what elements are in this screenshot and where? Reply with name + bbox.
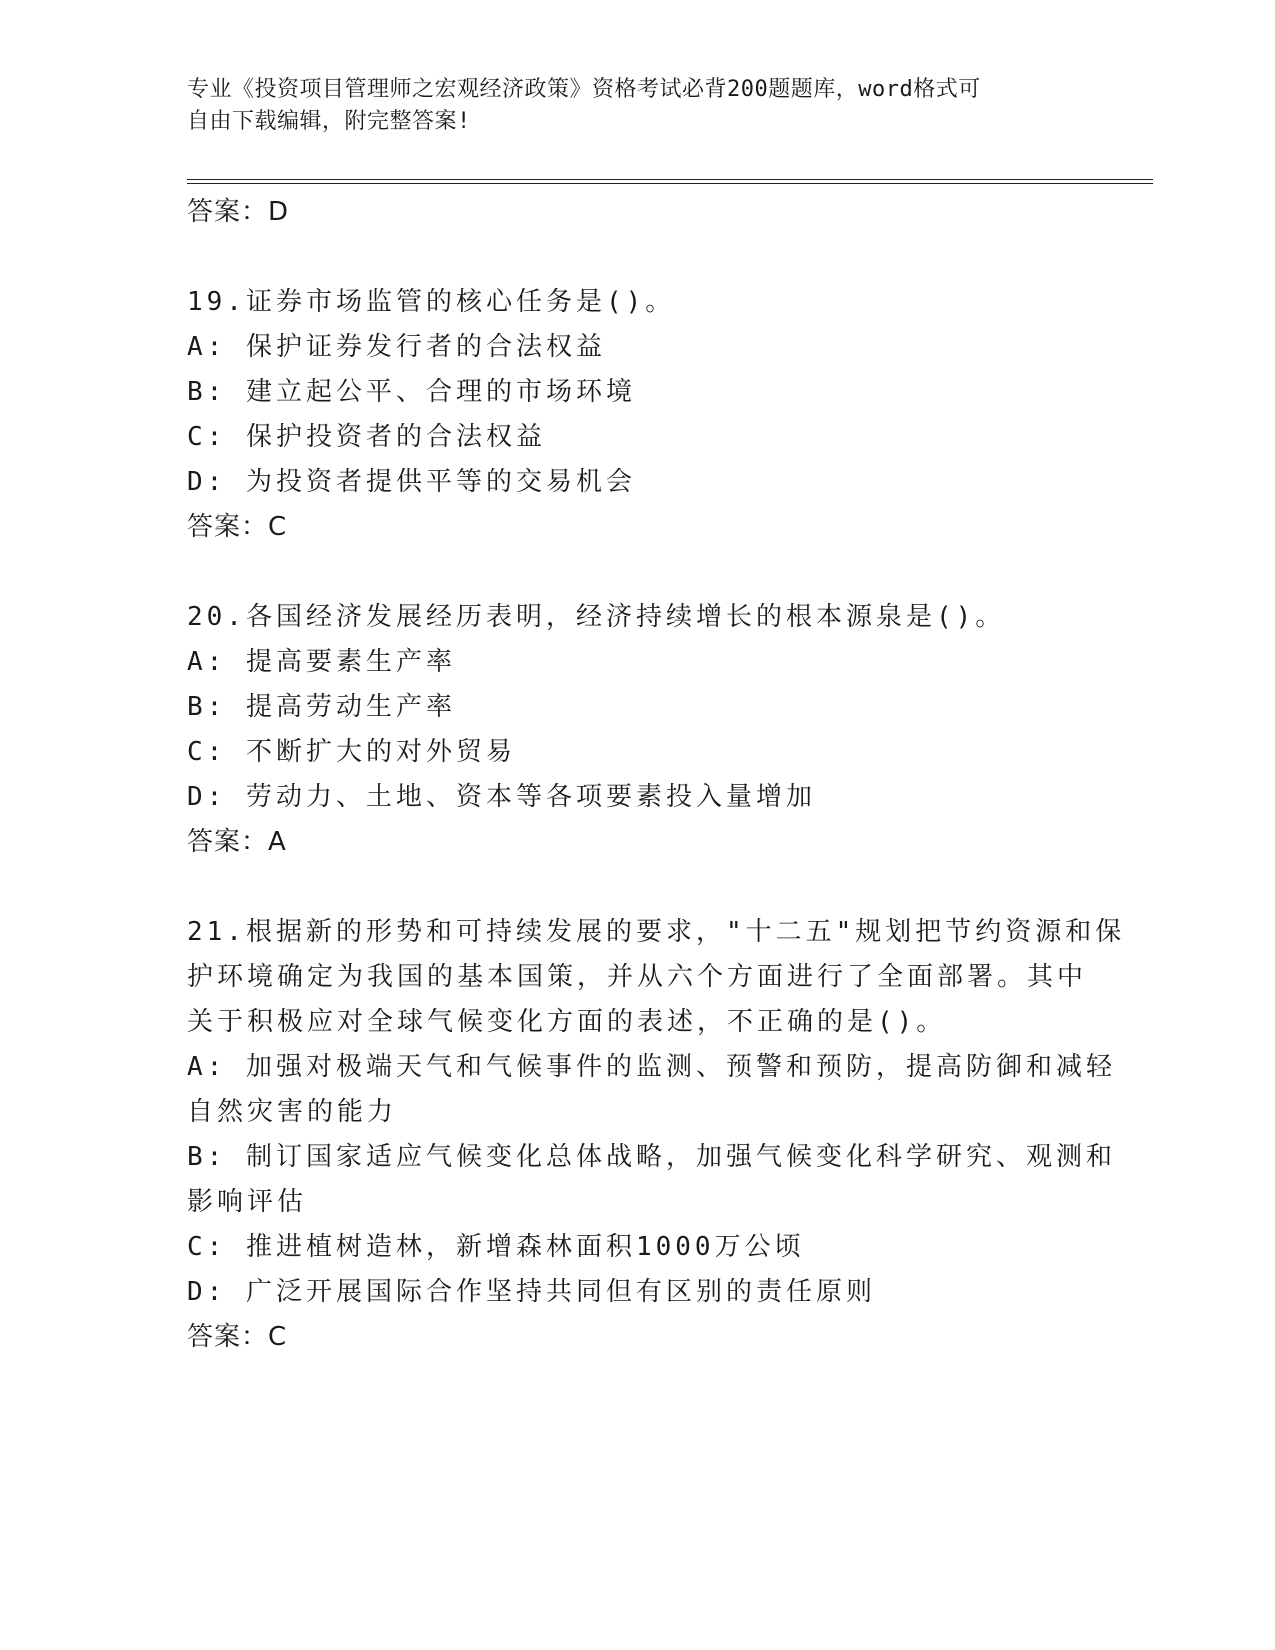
question-stem: 19.证券市场监管的核心任务是()。 — [187, 287, 676, 317]
option-b: B: 制订国家适应气候变化总体战略，加强气候变化科学研究、观测和 — [187, 1142, 1116, 1172]
option-b: B: 提高劳动生产率 — [187, 692, 456, 722]
option-c: C: 不断扩大的对外贸易 — [187, 737, 516, 767]
option-d: D: 广泛开展国际合作坚持共同但有区别的责任原则 — [187, 1277, 876, 1307]
option-a: A: 加强对极端天气和气候事件的监测、预警和预防，提高防御和减轻 — [187, 1052, 1116, 1082]
answer-line: 答案：C — [187, 512, 288, 542]
answer-line: 答案：D — [187, 197, 290, 227]
answer-line: 答案：C — [187, 1322, 288, 1352]
option-b: B: 建立起公平、合理的市场环境 — [187, 377, 636, 407]
spacer — [187, 235, 1087, 280]
question-stem: 20.各国经济发展经历表明，经济持续增长的根本源泉是()。 — [187, 602, 1006, 632]
header-rule-top — [187, 179, 1153, 180]
document-header — [187, 74, 1067, 138]
option-c: C: 保护投资者的合法权益 — [187, 422, 546, 452]
option-d: D: 为投资者提供平等的交易机会 — [187, 467, 636, 497]
question-stem-cont: 护环境确定为我国的基本国策，并从六个方面进行了全面部署。其中 — [187, 962, 1088, 992]
spacer — [187, 865, 1087, 910]
option-c: C: 推进植树造林，新增森林面积1000万公顷 — [187, 1232, 805, 1262]
question-block-21 — [187, 910, 1126, 1360]
question-stem: 21.根据新的形势和可持续发展的要求，"十二五"规划把节约资源和保 — [187, 917, 1126, 947]
spacer — [187, 550, 1087, 595]
header-rule-bottom — [187, 183, 1153, 184]
option-a-cont: 自然灾害的能力 — [187, 1097, 398, 1127]
question-block-19 — [187, 280, 1087, 550]
document-body — [187, 190, 1126, 1360]
question-block-20 — [187, 595, 1087, 865]
option-b-cont: 影响评估 — [187, 1187, 308, 1217]
answer-line: 答案：A — [187, 827, 287, 857]
question-stem-cont: 关于积极应对全球气候变化方面的表述，不正确的是()。 — [187, 1007, 947, 1037]
header-line-1: 专业《投资项目管理师之宏观经济政策》资格考试必背200题题库，word格式可 — [187, 77, 981, 102]
header-line-2: 自由下载编辑，附完整答案! — [187, 109, 471, 134]
option-a: A: 提高要素生产率 — [187, 647, 456, 677]
option-a: A: 保护证券发行者的合法权益 — [187, 332, 606, 362]
option-d: D: 劳动力、土地、资本等各项要素投入量增加 — [187, 782, 816, 812]
